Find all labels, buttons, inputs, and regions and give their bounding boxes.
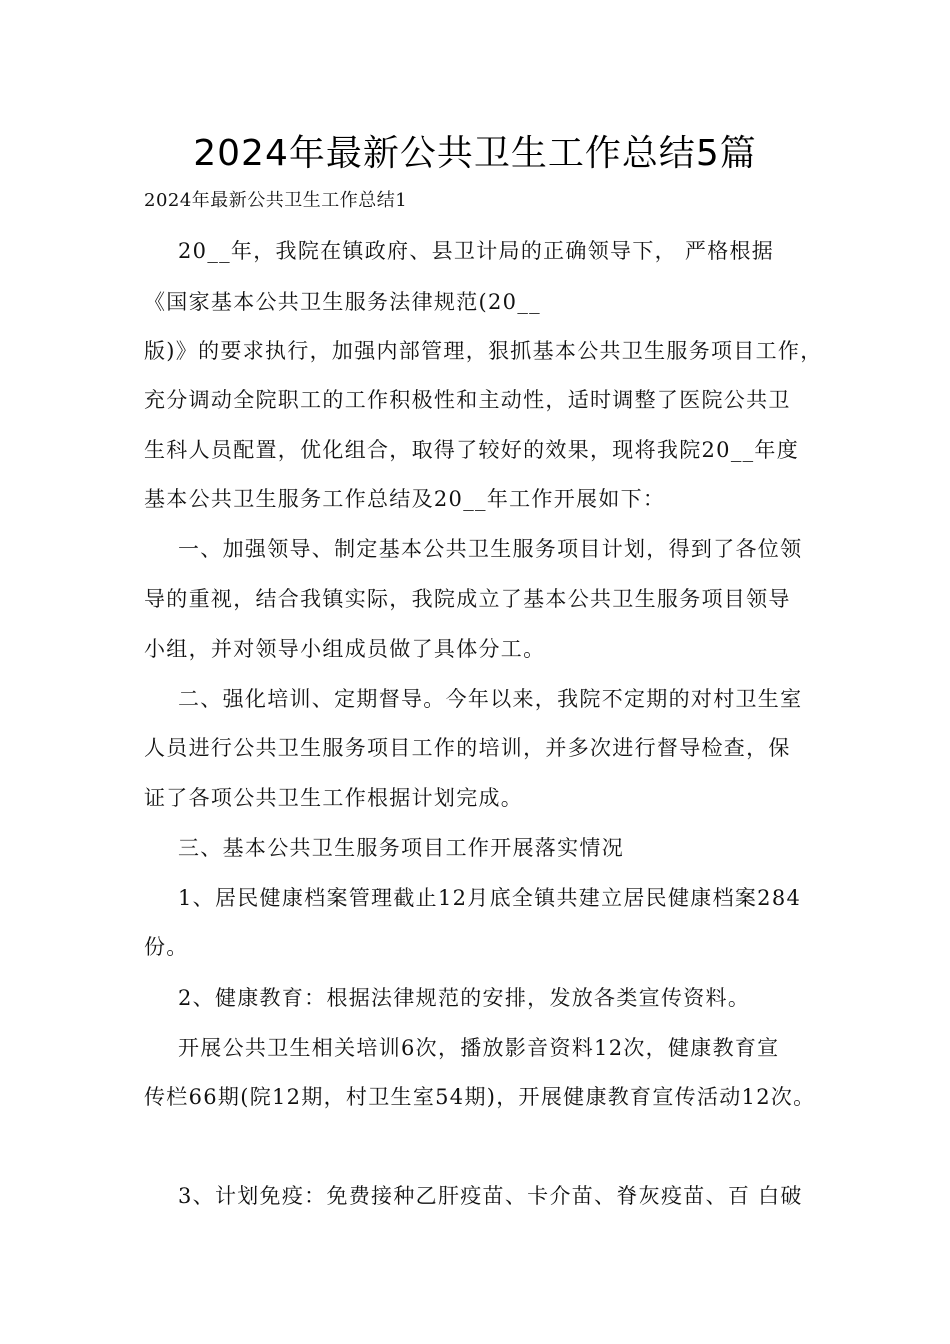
paragraph-line: 基本公共卫生服务工作总结及20__年工作开展如下： [144, 487, 666, 511]
paragraph-line: 份。 [144, 935, 189, 959]
paragraph-line: 生科人员配置，优化组合，取得了较好的效果，现将我院20__年度 [144, 438, 800, 462]
paragraph-line: 证了各项公共卫生工作根据计划完成。 [144, 786, 524, 810]
paragraph-line: 小组，并对领导小组成员做了具体分工。 [144, 637, 546, 661]
paragraph-line: 三、基本公共卫生服务项目工作开展落实情况 [178, 836, 624, 860]
paragraph-line: 传栏66期(院12期，村卫生室54期)，开展健康教育宣传活动12次。 [144, 1085, 816, 1109]
paragraph-line: 2、健康教育：根据法律规范的安排，发放各类宣传资料。 [178, 986, 751, 1010]
paragraph-line: 导的重视，结合我镇实际，我院成立了基本公共卫生服务项目领导 [144, 587, 791, 611]
section-heading: 2024年最新公共卫生工作总结1 [144, 190, 408, 211]
paragraph-line: 20__年，我院在镇政府、县卫计局的正确领导下， 严格根据 [178, 239, 775, 263]
paragraph-line: 《国家基本公共卫生服务法律规范(20__ [144, 290, 541, 314]
paragraph-line: 版)》的要求执行，加强内部管理，狠抓基本公共卫生服务项目工作， [144, 339, 823, 363]
paragraph-line: 3、计划免疫：免费接种乙肝疫苗、卡介苗、脊灰疫苗、百 白破 [178, 1184, 803, 1208]
paragraph-line: 1、居民健康档案管理截止12月底全镇共建立居民健康档案284 [178, 886, 802, 910]
paragraph-line: 充分调动全院职工的工作积极性和主动性，适时调整了医院公共卫 [144, 388, 791, 412]
paragraph-line: 二、强化培训、定期督导。今年以来，我院不定期的对村卫生室 [178, 687, 803, 711]
paragraph-line: 一、加强领导、制定基本公共卫生服务项目计划，得到了各位领 [178, 537, 803, 561]
paragraph-line: 开展公共卫生相关培训6次，播放影音资料12次，健康教育宣 [178, 1036, 780, 1060]
document-title: 2024年最新公共卫生工作总结5篇 [193, 133, 757, 174]
paragraph-line: 人员进行公共卫生服务项目工作的培训，并多次进行督导检查，保 [144, 736, 791, 760]
